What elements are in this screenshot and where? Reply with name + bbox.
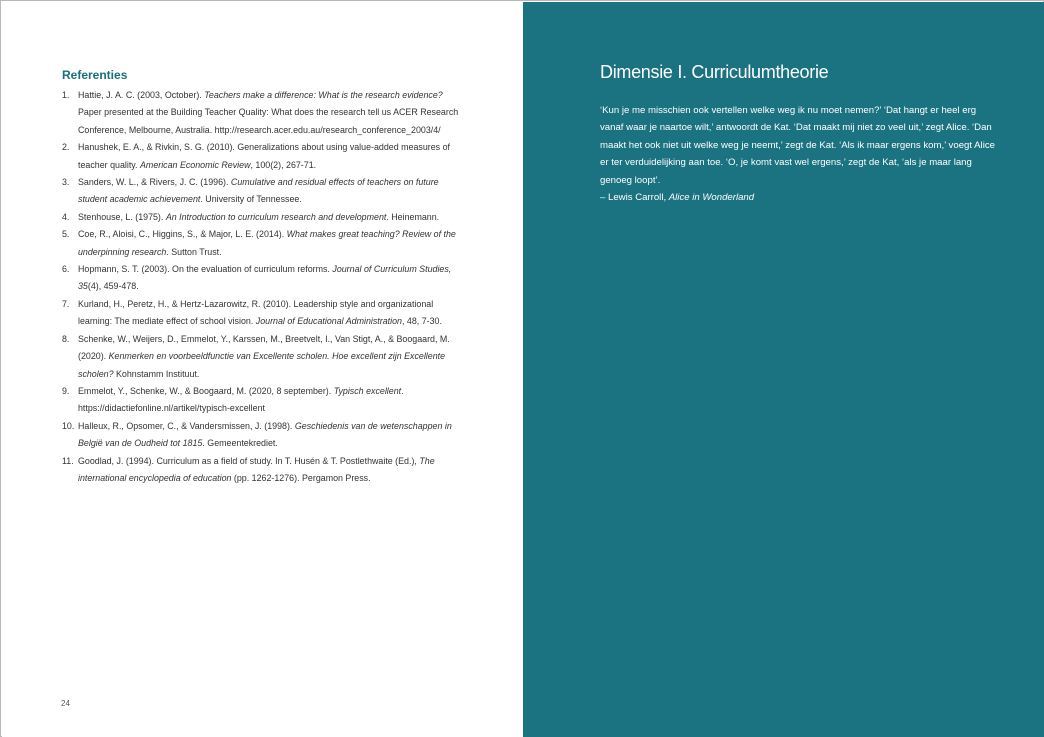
reference-item <box>62 139 462 174</box>
reference-title: Geschiedenis van de wetenschappen in België van de Oudheid tot 1815 <box>78 420 452 449</box>
reference-text: Hanushek, E. A., & Rivkin, S. G. (2010). Generalizations about using value-added measures of teacher quality. <box>78 142 450 170</box>
reference-item <box>62 453 462 488</box>
reference-title: Journal of Curriculum Studies, 35 <box>78 264 452 292</box>
reference-text: , 100(2), 267-71. <box>250 159 317 170</box>
reference-title: Teachers make a difference: What is the research evidence? <box>204 90 443 100</box>
left-page <box>2 2 523 737</box>
reference-text: (pp. 1262-1276). Pergamon Press. <box>231 472 371 483</box>
reference-title: American Economic Review <box>140 159 251 170</box>
epigraph-quote <box>600 102 1000 206</box>
reference-item <box>62 261 462 296</box>
reference-text: . Heinemann. <box>386 211 440 222</box>
reference-text: Halleux, R., Opsomer, C., & Vandersmissen, J. (1998). <box>78 420 295 431</box>
reference-text: . https://didactiefonline.nl/artikel/typisch-excellent <box>78 385 404 414</box>
reference-text: (4), 459-478. <box>87 281 139 292</box>
reference-text: . University of Tennessee. <box>200 194 302 205</box>
reference-text: , 48, 7-30. <box>401 316 442 327</box>
reference-text: Goodlad, J. (1994). Curriculum as a field of study. In T. Husén & T. Postlethwaite (Ed.), <box>78 455 420 466</box>
reference-title: An Introduction to curriculum research and development <box>165 211 387 222</box>
reference-text: Stenhouse, L. (1975). <box>78 211 166 222</box>
reference-number: 4. <box>62 211 70 222</box>
reference-item <box>62 87 462 139</box>
page-number: 24 <box>61 699 70 708</box>
reference-number: 9. <box>62 385 70 396</box>
reference-list <box>62 87 462 487</box>
reference-number: 8. <box>62 333 70 344</box>
reference-text: Kurland, H., Peretz, H., & Hertz-Lazarowitz, R. (2010). Leadership style and organizational learning: The mediate effect of school vision. <box>78 298 434 327</box>
reference-title: Journal of Educational Administration <box>255 316 402 327</box>
reference-title: What makes great teaching? Review of the underpinning research <box>78 229 456 257</box>
references-heading: Referenties <box>62 68 128 82</box>
reference-number: 7. <box>62 298 70 309</box>
reference-number: 10. <box>62 420 75 431</box>
chapter-title: Dimensie I. Curriculumtheorie <box>600 62 829 82</box>
reference-item <box>62 418 462 453</box>
reference-item <box>62 209 462 226</box>
reference-item <box>62 174 462 209</box>
reference-item <box>62 383 462 418</box>
reference-text: Emmelot, Y., Schenke, W., & Boogaard, M. (2020, 8 september). <box>78 385 334 396</box>
reference-item <box>62 296 462 331</box>
reference-item <box>62 331 462 383</box>
reference-text: Kohnstamm Instituut. <box>113 368 200 379</box>
attribution-work: Alice in Wonderland <box>668 192 755 204</box>
reference-text: . Gemeentekrediet. <box>202 438 278 449</box>
reference-text: . Sutton Trust. <box>166 246 222 257</box>
attribution-author: – Lewis Carroll, <box>600 192 669 204</box>
reference-item <box>62 226 462 261</box>
right-page <box>523 2 1044 737</box>
reference-title: Cumulative and residual effects of teachers on future student academic achievement <box>78 177 439 205</box>
reference-number: 2. <box>62 142 70 153</box>
reference-text: Hattie, J. A. C. (2003, October). <box>78 90 205 100</box>
reference-title: Kenmerken en voorbeeldfunctie van Excellente scholen. Hoe excellent zijn Excellente scholen? <box>78 351 446 379</box>
reference-title: Typisch excellent <box>333 385 402 396</box>
reference-text: Schenke, W., Weijers, D., Emmelot, Y., Karssen, M., Breetvelt, I., Van Stigt, A., & Boogaard, M. (2020). <box>78 333 450 362</box>
reference-text: Coe, R., Aloisi, C., Higgins, S., & Major, L. E. (2014). <box>78 229 287 240</box>
reference-text: Hopmann, S. T. (2003). On the evaluation of curriculum reforms. <box>78 264 333 275</box>
reference-number: 5. <box>62 229 70 240</box>
reference-number: 6. <box>62 264 70 275</box>
reference-number: 11. <box>62 455 74 466</box>
reference-title: The international encyclopedia of education <box>78 455 435 483</box>
reference-text: Sanders, W. L., & Rivers, J. C. (1996). <box>78 177 231 188</box>
reference-number: 3. <box>62 177 70 188</box>
quote-attribution <box>600 189 1000 206</box>
reference-number: 1. <box>62 90 70 100</box>
reference-text: Paper presented at the Building Teacher Quality: What does the research tell us ACER Research Conference, Melbourne, Australia. http://research.acer.edu.au/research_conference_2003/4/ <box>78 107 459 135</box>
quote-text: ‘Kun je me misschien ook vertellen welke weg ik nu moet nemen?’ ‘Dat hangt er heel erg vanaf waar je naartoe wilt,’ antwoordt de Kat. ‘Dat maakt mij niet zo veel uit,’ zegt Alice. ‘Dan maakt het ook niet uit welke weg je neemt,’ zegt de Kat. ‘Als ik maar ergens kom,’ voegt Alice er ter verduidelijking aan toe. ‘O, je komt vast wel ergens,’ zegt de Kat, ‘als je maar lang genoeg loopt’. <box>600 105 995 186</box>
